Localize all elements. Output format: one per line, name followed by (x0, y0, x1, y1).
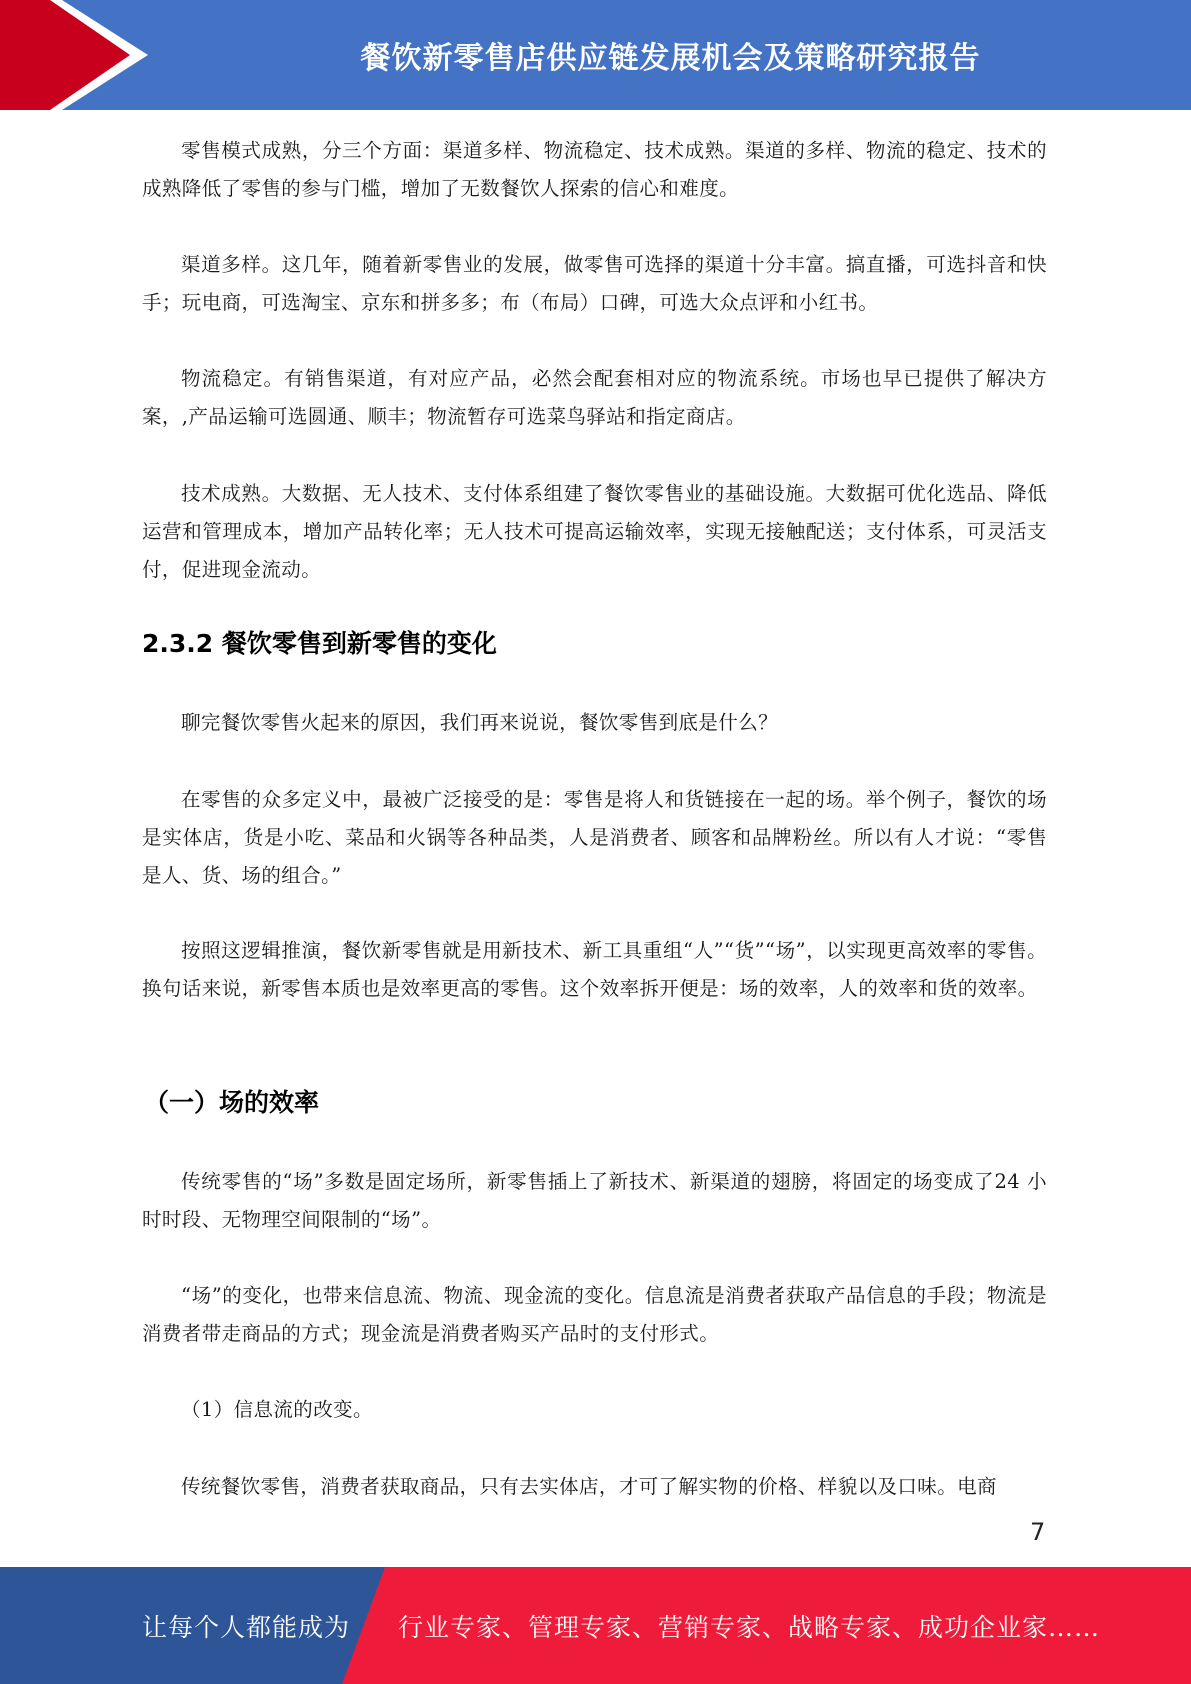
subsection-heading: （一）场的效率 (144, 1088, 320, 1117)
paragraph: 传统餐饮零售，消费者获取商品，只有去实体店，才可了解实物的价格、样貌以及口味。电商 (181, 1475, 997, 1498)
paragraph: 物流稳定。有销售渠道，有对应产品，必然会配套相对应的物流系统。市场也早已提供了解决方案，,产品运输可选圆通、顺丰；物流暂存可选菜鸟驿站和指定商店。 (142, 367, 1047, 428)
paragraph: 聊完餐饮零售火起来的原因，我们再来说说，餐饮零售到底是什么？ (181, 711, 779, 734)
footer-slogan-left: 让每个人都能成为 (142, 1612, 351, 1642)
section-heading: 2.3.2 餐饮零售到新零售的变化 (142, 629, 497, 658)
page-header (0, 0, 1191, 110)
footer-slogan-right: 行业专家、管理专家、营销专家、战略专家、成功企业家…… (398, 1612, 1101, 1642)
page-number: 7 (1030, 1518, 1046, 1546)
paragraph: 零售模式成熟，分三个方面：渠道多样、物流稳定、技术成熟。渠道的多样、物流的稳定、技术的成熟降低了零售的参与门槛，增加了无数餐饮人探索的信心和难度。 (142, 139, 1047, 200)
paragraph: 在零售的众多定义中，最被广泛接受的是：零售是将人和货链接在一起的场。举个例子，餐饮的场是实体店，货是小吃、菜品和火锅等各种品类，人是消费者、顾客和品牌粉丝。所以有人才说：“零售是人、货、场的组合。” (142, 788, 1047, 887)
paragraph: 渠道多样。这几年，随着新零售业的发展，做零售可选择的渠道十分丰富。搞直播，可选抖音和快手；玩电商，可选淘宝、京东和拼多多；布（布局）口碑，可选大众点评和小红书。 (142, 253, 1047, 314)
paragraph: 传统零售的“场”多数是固定场所，新零售插上了新技术、新渠道的翅膀，将固定的场变成了24 小时时段、无物理空间限制的“场”。 (142, 1170, 1047, 1231)
page-footer (0, 1567, 1191, 1684)
list-label: （1）信息流的改变。 (181, 1398, 373, 1421)
paragraph: 技术成熟。大数据、无人技术、支付体系组建了餐饮零售业的基础设施。大数据可优化选品、降低运营和管理成本，增加产品转化率；无人技术可提高运输效率，实现无接触配送；支付体系，可灵活支付，促进现金流动。 (142, 482, 1047, 581)
paragraph: “场”的变化，也带来信息流、物流、现金流的变化。信息流是消费者获取产品信息的手段；物流是消费者带走商品的方式；现金流是消费者购买产品时的支付形式。 (142, 1284, 1047, 1345)
paragraph: 按照这逻辑推演，餐饮新零售就是用新技术、新工具重组“人”“货”“场”，以实现更高效率的零售。换句话来说，新零售本质也是效率更高的零售。这个效率拆开便是：场的效率，人的效率和货的效率。 (142, 939, 1047, 1000)
report-title: 餐饮新零售店供应链发展机会及策略研究报告 (360, 41, 981, 76)
